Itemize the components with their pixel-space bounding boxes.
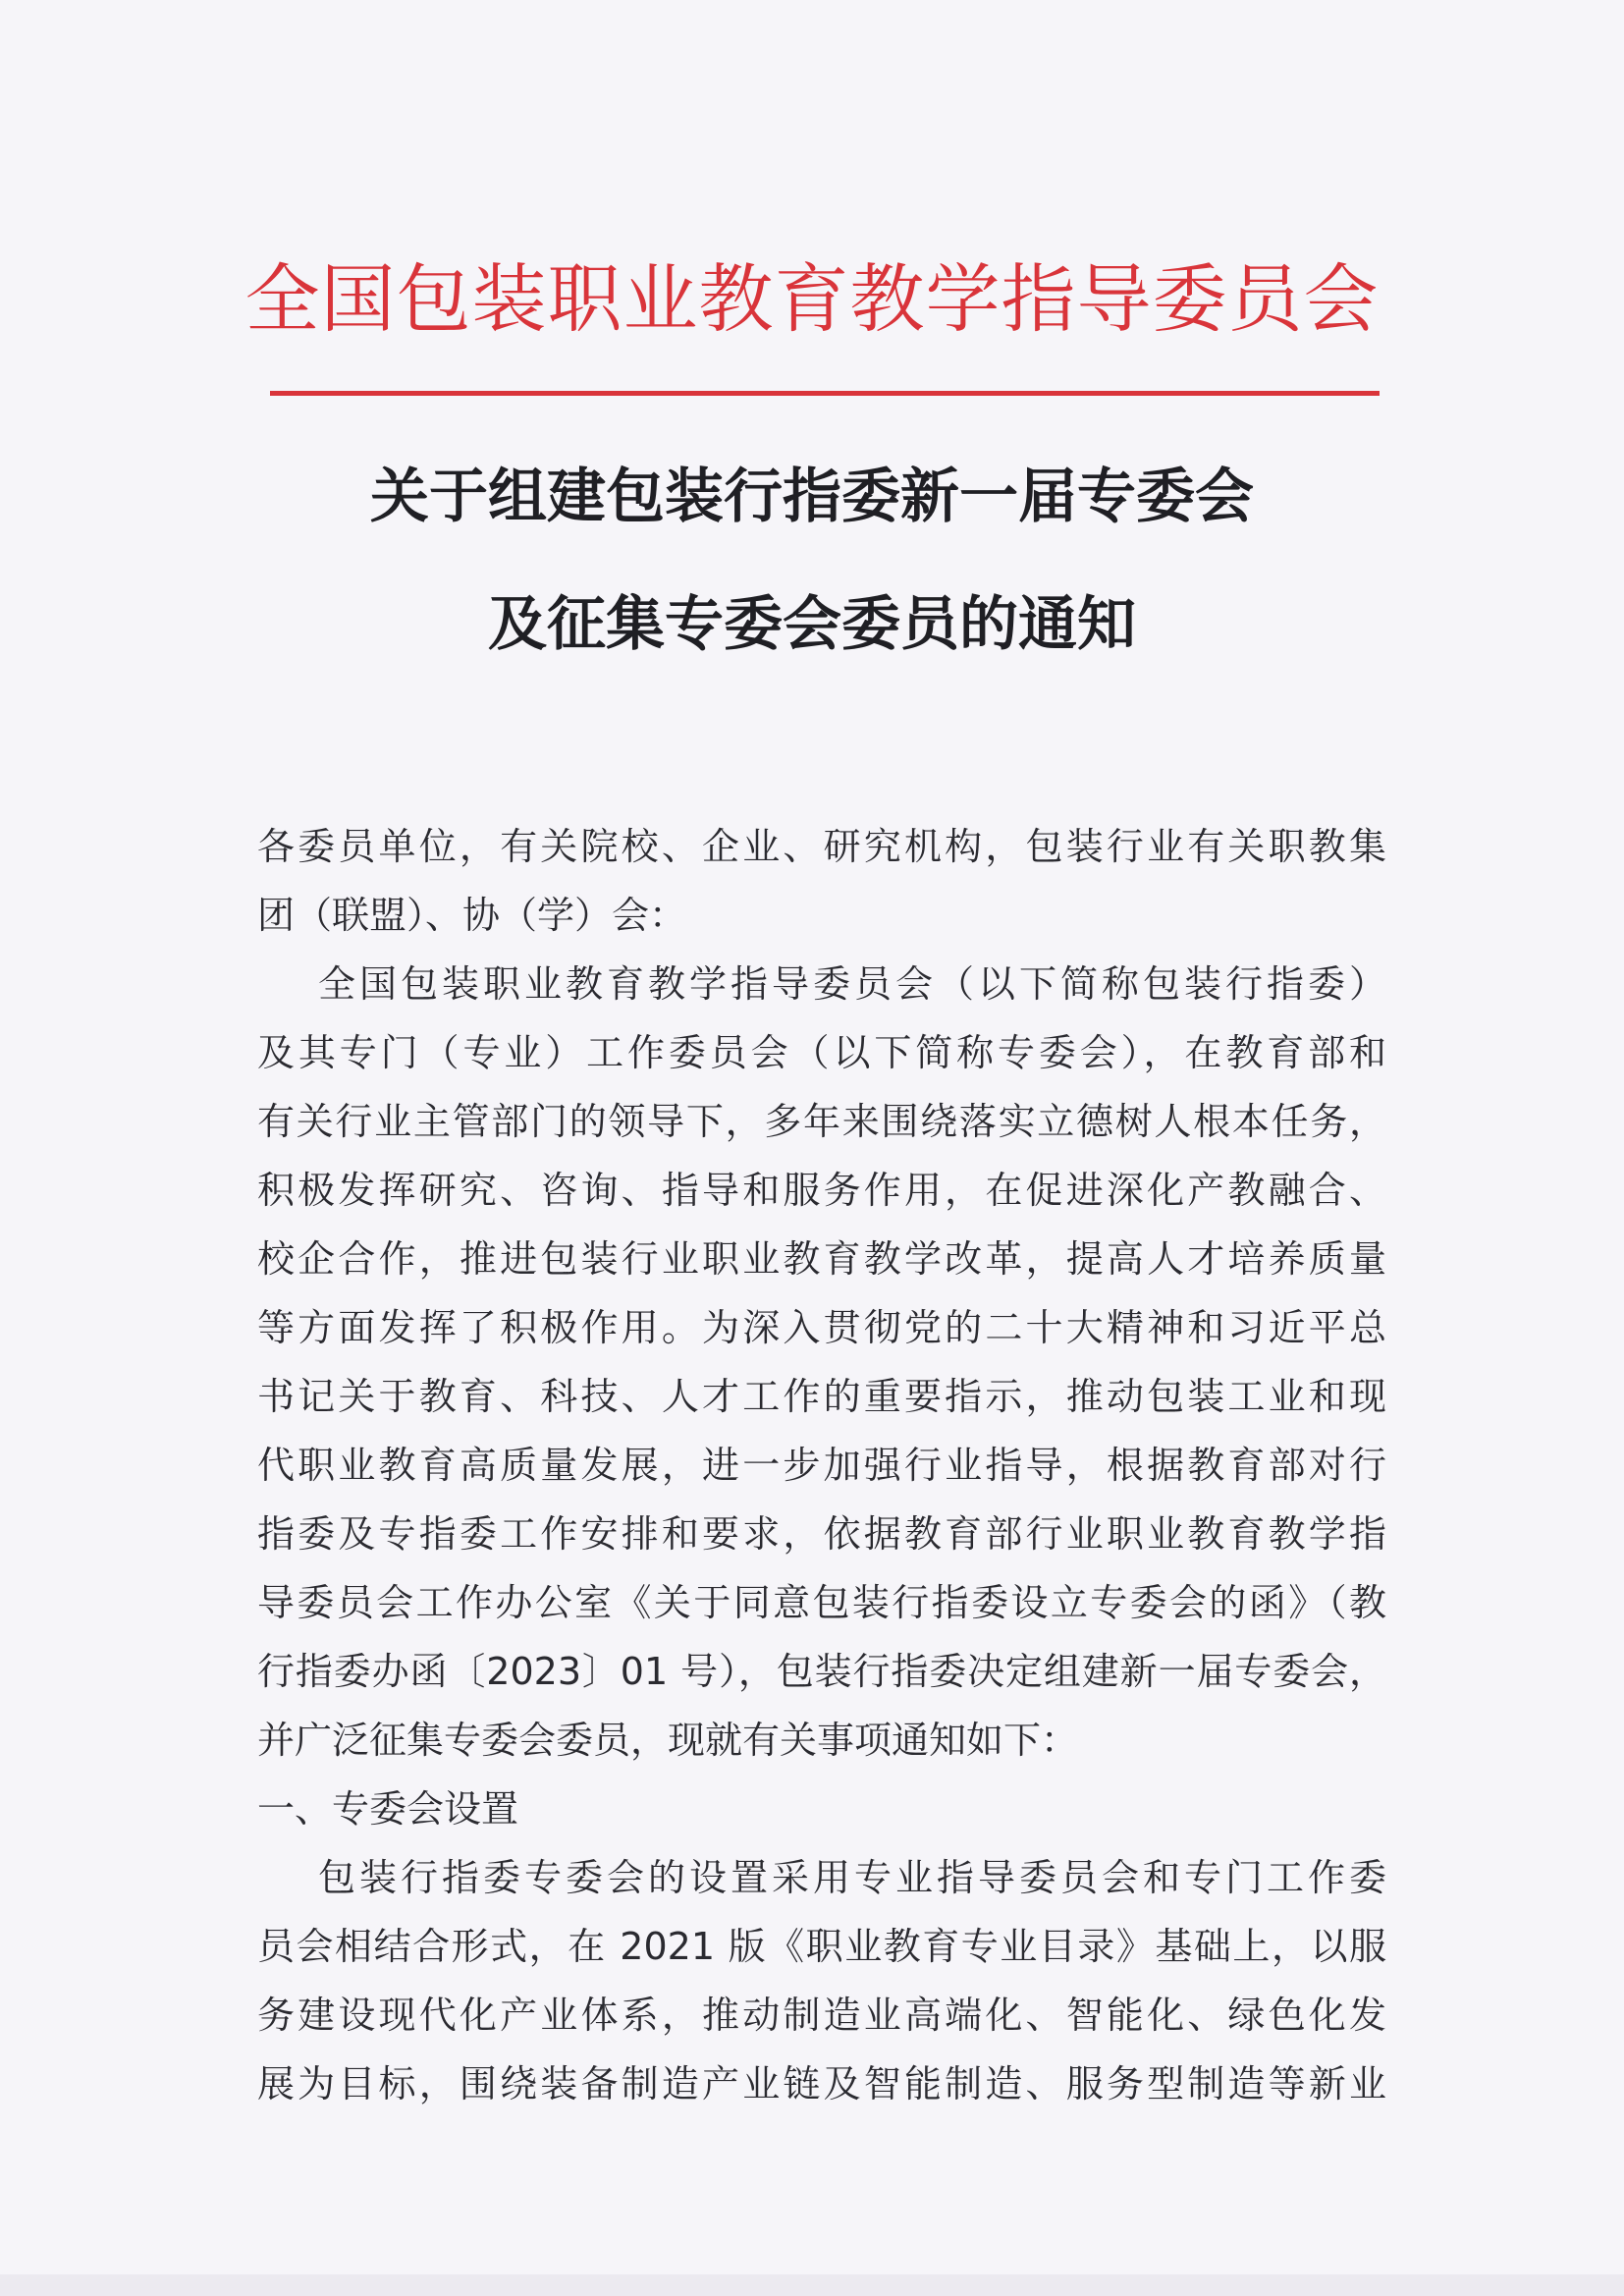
- scan-bottom-edge: [0, 2274, 1624, 2296]
- body-line: 导委员会工作办公室《关于同意包装行指委设立专委会的函》（教: [257, 1581, 1386, 1624]
- body-line: 有关行业主管部门的领导下，多年来围绕落实立德树人根本任务，: [257, 1100, 1386, 1143]
- body-line: 包装行指委专委会的设置采用专业指导委员会和专门工作委: [318, 1856, 1386, 1899]
- document-title-line-1: 关于组建包装行指委新一届专委会: [370, 463, 1254, 531]
- body-line: 及其专门（专业）工作委员会（以下简称专委会），在教育部和: [257, 1031, 1386, 1074]
- org-letterhead: 全国包装职业教育教学指导委员会: [244, 255, 1380, 343]
- body-line: 员会相结合形式，在 2021 版《职业教育专业目录》基础上，以服: [257, 1925, 1386, 1968]
- body-line: 务建设现代化产业体系，推动制造业高端化、智能化、绿色化发: [257, 1994, 1386, 2037]
- document-title-line-2: 及征集专委会委员的通知: [488, 590, 1136, 659]
- body-line: 团（联盟）、协（学）会：: [257, 894, 687, 937]
- body-line: 行指委办函〔2023〕01 号），包装行指委决定组建新一届专委会，: [257, 1650, 1386, 1693]
- body-line: 积极发挥研究、咨询、指导和服务作用，在促进深化产教融合、: [257, 1169, 1386, 1212]
- body-line: 书记关于教育、科技、人才工作的重要指示，推动包装工业和现: [257, 1375, 1386, 1418]
- body-line: 各委员单位，有关院校、企业、研究机构，包装行业有关职教集: [257, 825, 1386, 868]
- body-line: 代职业教育高质量发展，进一步加强行业指导，根据教育部对行: [257, 1444, 1386, 1487]
- body-line: 全国包装职业教育教学指导委员会（以下简称包装行指委）: [318, 962, 1386, 1006]
- body-line: 展为目标，围绕装备制造产业链及智能制造、服务型制造等新业: [257, 2062, 1386, 2105]
- body-line: 并广泛征集专委会委员，现就有关事项通知如下：: [257, 1719, 1079, 1762]
- body-line: 等方面发挥了积极作用。为深入贯彻党的二十大精神和习近平总: [257, 1306, 1386, 1349]
- body-line: 指委及专指委工作安排和要求，依据教育部行业职业教育教学指: [257, 1512, 1386, 1556]
- letterhead-red-rule: [270, 391, 1380, 396]
- body-line: 校企合作，推进包装行业职业教育教学改革，提高人才培养质量: [257, 1237, 1386, 1281]
- section-heading: 一、专委会设置: [257, 1787, 519, 1831]
